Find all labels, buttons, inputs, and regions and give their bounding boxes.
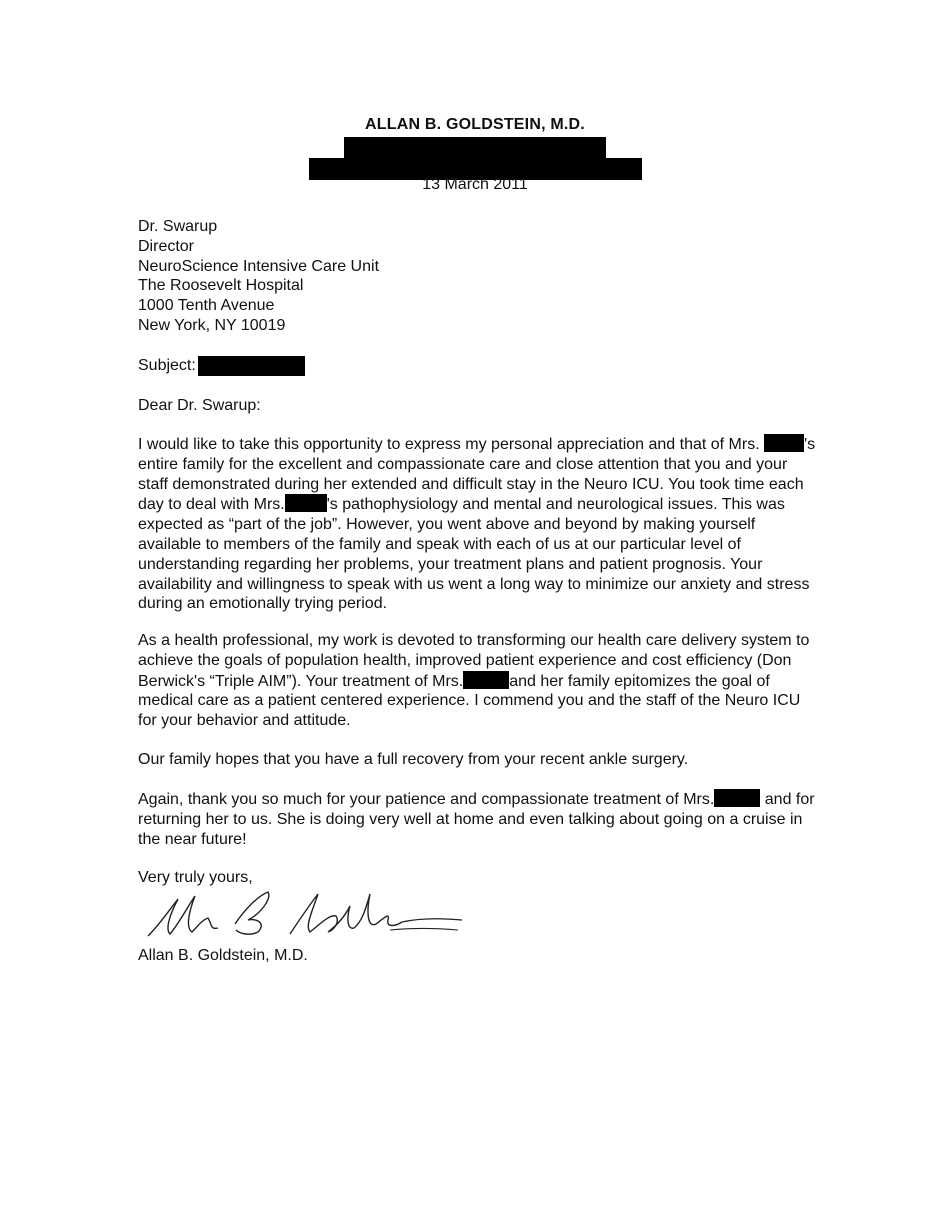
text-segment: As a health professional, my work is devoted to transforming our health care delivery system to achieve the goals of population health, improved patient experience and cost efficiency (Don Berwick's “Triple AIM”). Your treatment of Mrs. [138,632,810,690]
letterhead [0,116,950,134]
paragraph-appreciation [138,434,818,614]
redacted-patient-name [714,789,760,807]
paragraph-professional [138,631,818,731]
text-segment: 's pathophysiology and mental and neurological issues. This was expected as “part of the job”. However, you went above and beyond by making yourself available to members of the family and speak with each of us at our particular level of understanding regarding her problems, your treatment plans and patient prognosis. Your availability and willingness to speak with us went a long way to minimize our anxiety and stress during an emotionally trying period. [138,496,810,613]
address-line: 1000 Tenth Avenue [138,297,275,315]
closing: Very truly yours, [138,869,253,886]
handwritten-signature [140,884,470,944]
paragraph-thanks [138,789,818,849]
redacted-subject [198,356,305,376]
address-line: NeuroScience Intensive Care Unit [138,257,380,275]
text-segment: and for returning her to us. She is doing very well at home and even talking about going on a cruise in the near future! [138,791,815,848]
text-segment: 's entire family for the excellent and compassionate care and close attention that you and your staff demonstrated during her extended and difficult stay in the Neuro ICU. You took time each day to deal with Mrs. [138,436,816,514]
address-line: The Roosevelt Hospital [138,277,304,295]
recipient-address [138,217,818,336]
subject-line [138,356,818,376]
text-segment: Again, thank you so much for your patience and compassionate treatment of Mrs. [138,791,715,808]
text-segment: I would like to take this opportunity to express my personal appreciation and that of Mrs. [138,436,760,453]
signatory-name: Allan B. Goldstein, M.D. [138,947,308,964]
redacted-patient-name [285,494,327,512]
letterhead-name: ALLAN B. GOLDSTEIN, M.D. [365,116,585,133]
salutation: Dear Dr. Swarup: [138,397,261,414]
subject-label: Subject: [138,357,196,375]
letter-date: 13 March 2011 [422,176,528,193]
paragraph-recovery: Our family hopes that you have a full recovery from your recent ankle surgery. [138,751,689,768]
redacted-patient-name [764,434,804,452]
address-line: New York, NY 10019 [138,316,286,334]
redacted-address-block [344,137,606,159]
address-line: Dr. Swarup [138,218,218,235]
text-segment: and her family epitomizes the goal of medical care as a patient centered experience. I commend you and the staff of the Neuro ICU for your behavior and attitude. [138,672,801,730]
redacted-patient-name [463,671,509,689]
address-line: Director [138,237,195,255]
